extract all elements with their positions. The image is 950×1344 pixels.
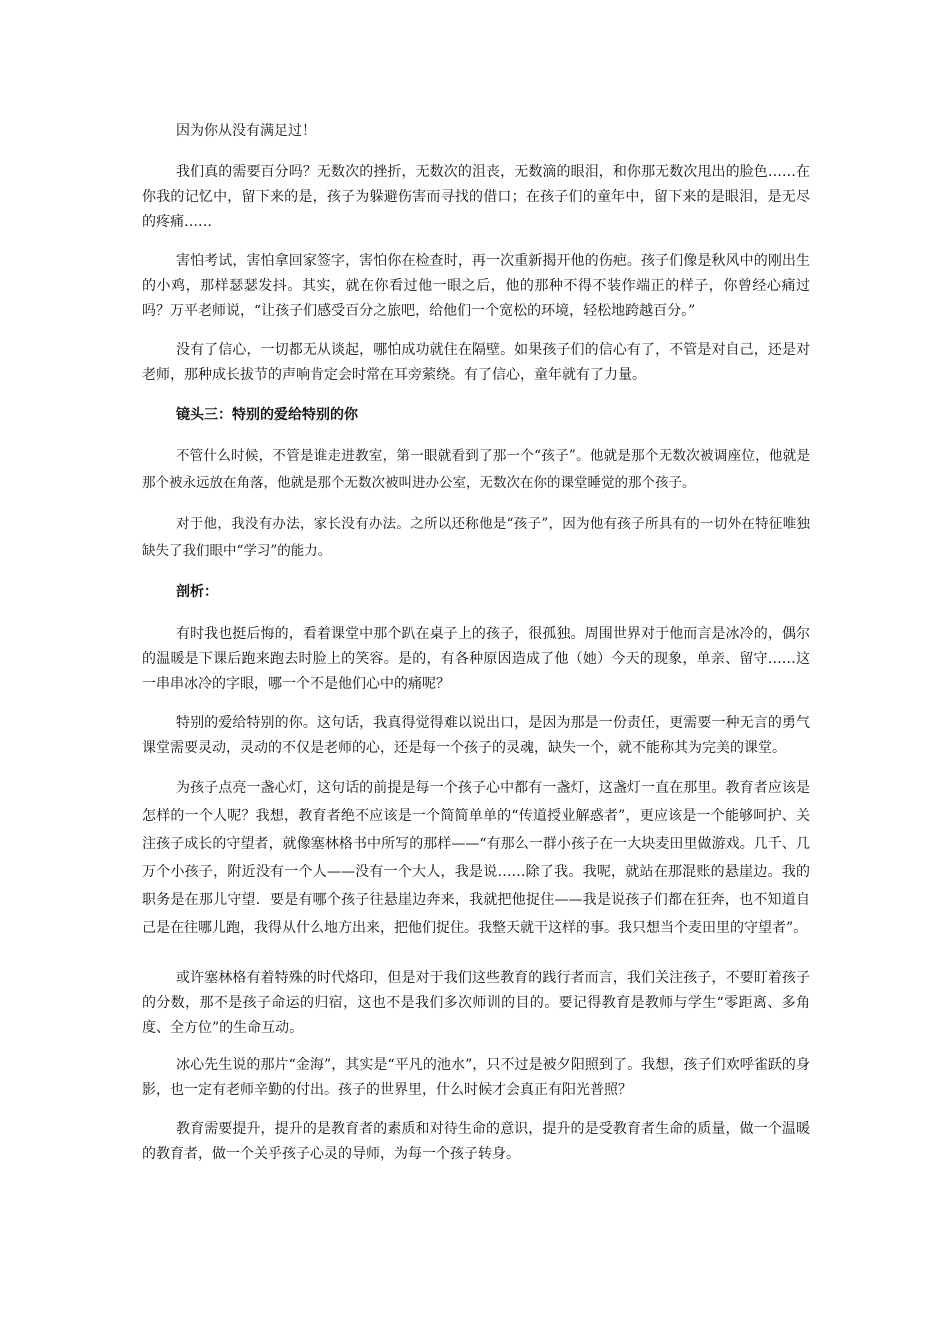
paragraph: 特别的爱给特别的你。这句话，我真得觉得难以说出口，是因为那是一份责任，更需要一种无言的勇气课堂需要灵动，灵动的不仅是老师的心，还是每一个孩子的灵魂，缺失一个，就不能称其为完美的课堂。 (142, 715, 810, 756)
paragraph: 教育需要提升，提升的是教育者的素质和对待生命的意识，提升的是受教育者生命的质量，做一个温暖的教育者，做一个关乎孩子心灵的导师，为每一个孩子转身。 (142, 1121, 810, 1162)
paragraph: 害怕考试，害怕拿回家签字，害怕你在检查时，再一次重新揭开他的伤疤。孩子们像是秋风中的刚出生的小鸡，那样瑟瑟发抖。其实，就在你看过他一眼之后，他的那种不得不装作端正的样子，你曾经心痛过吗？万平老师说，“让孩子们感受百分之旅吧，给他们一个宽松的环境，轻松地跨越百分。” (142, 253, 810, 319)
paragraph: 不管什么时候，不管是谁走进教室，第一眼就看到了那一个“孩子”。他就是那个无数次被调座位，他就是那个被永远放在角落，他就是那个无数次被叫进办公室，无数次在你的课堂睡觉的那个孩子。 (142, 448, 810, 491)
paragraph: 为孩子点亮一盏心灯，这句话的前提是每一个孩子心中都有一盏灯，这盏灯一直在那里。教育者应该是怎样的一个人呢？我想，教育者绝不应该是一个简简单单的“传道授业解惑者”，更应该是一个能够呵护、关注孩子成长的守望者，就像塞林格书中所写的那样——“有那么一群小孩子在一大块麦田里做游戏。几千、几万个小孩子，附近没有一个人——没有一个大人，我是说……除了我。我呢，就站在那混账的悬崖边。我的职务是在那儿守望．要是有哪个孩子往悬崖边奔来，我就把他捉住——我是说孩子们都在狂奔，也不知道自己是在往哪儿跑，我得从什么地方出来，把他们捉住。我整天就干这样的事。我只想当个麦田里的守望者”。 (142, 780, 810, 936)
section-heading: 剖析： (176, 584, 218, 600)
paragraph: 没有了信心，一切都无从谈起，哪怕成功就住在隔壁。如果孩子们的信心有了，不管是对自己，还是对老师，那种成长拔节的声响肯定会时常在耳旁萦绕。有了信心，童年就有了力量。 (142, 342, 810, 383)
paragraph: 对于他，我没有办法，家长没有办法。之所以还称他是“孩子”，因为他有孩子所具有的一切外在特征唯独缺失了我们眼中“学习”的能力。 (142, 516, 810, 559)
paragraph: 有时我也挺后悔的，看着课堂中那个趴在桌子上的孩子，很孤独。周围世界对于他而言是冰冷的，偶尔的温暖是下课后跑来跑去时脸上的笑容。是的，有各种原因造成了他（她）今天的现象，单亲、留守……这一串串冰冷的字眼，哪一个不是他们心中的痛呢？ (142, 626, 810, 692)
paragraph: 我们真的需要百分吗？无数次的挫折，无数次的沮丧，无数滴的眼泪，和你那无数次甩出的脸色……在你我的记忆中，留下来的是，孩子为躲避伤害而寻找的借口；在孩子们的童年中，留下来的是眼泪，是无尽的疼痛…… (142, 164, 810, 230)
paragraph: 或许塞林格有着特殊的时代烙印，但是对于我们这些教育的践行者而言，我们关注孩子，不要盯着孩子的分数，那不是孩子命运的归宿，这也不是我们多次师训的目的。要记得教育是教师与学生“零距离、多角度、全方位”的生命互动。 (142, 970, 810, 1036)
section-heading: 镜头三：特别的爱给特别的你 (176, 407, 358, 423)
paragraph: 因为你从没有满足过！ (176, 123, 316, 139)
paragraph: 冰心先生说的那片“金海”，其实是“平凡的池水”，只不过是被夕阳照到了。我想，孩子们欢呼雀跃的身影，也一定有老师辛勤的付出。孩子的世界里，什么时候才会真正有阳光普照？ (142, 1057, 810, 1098)
